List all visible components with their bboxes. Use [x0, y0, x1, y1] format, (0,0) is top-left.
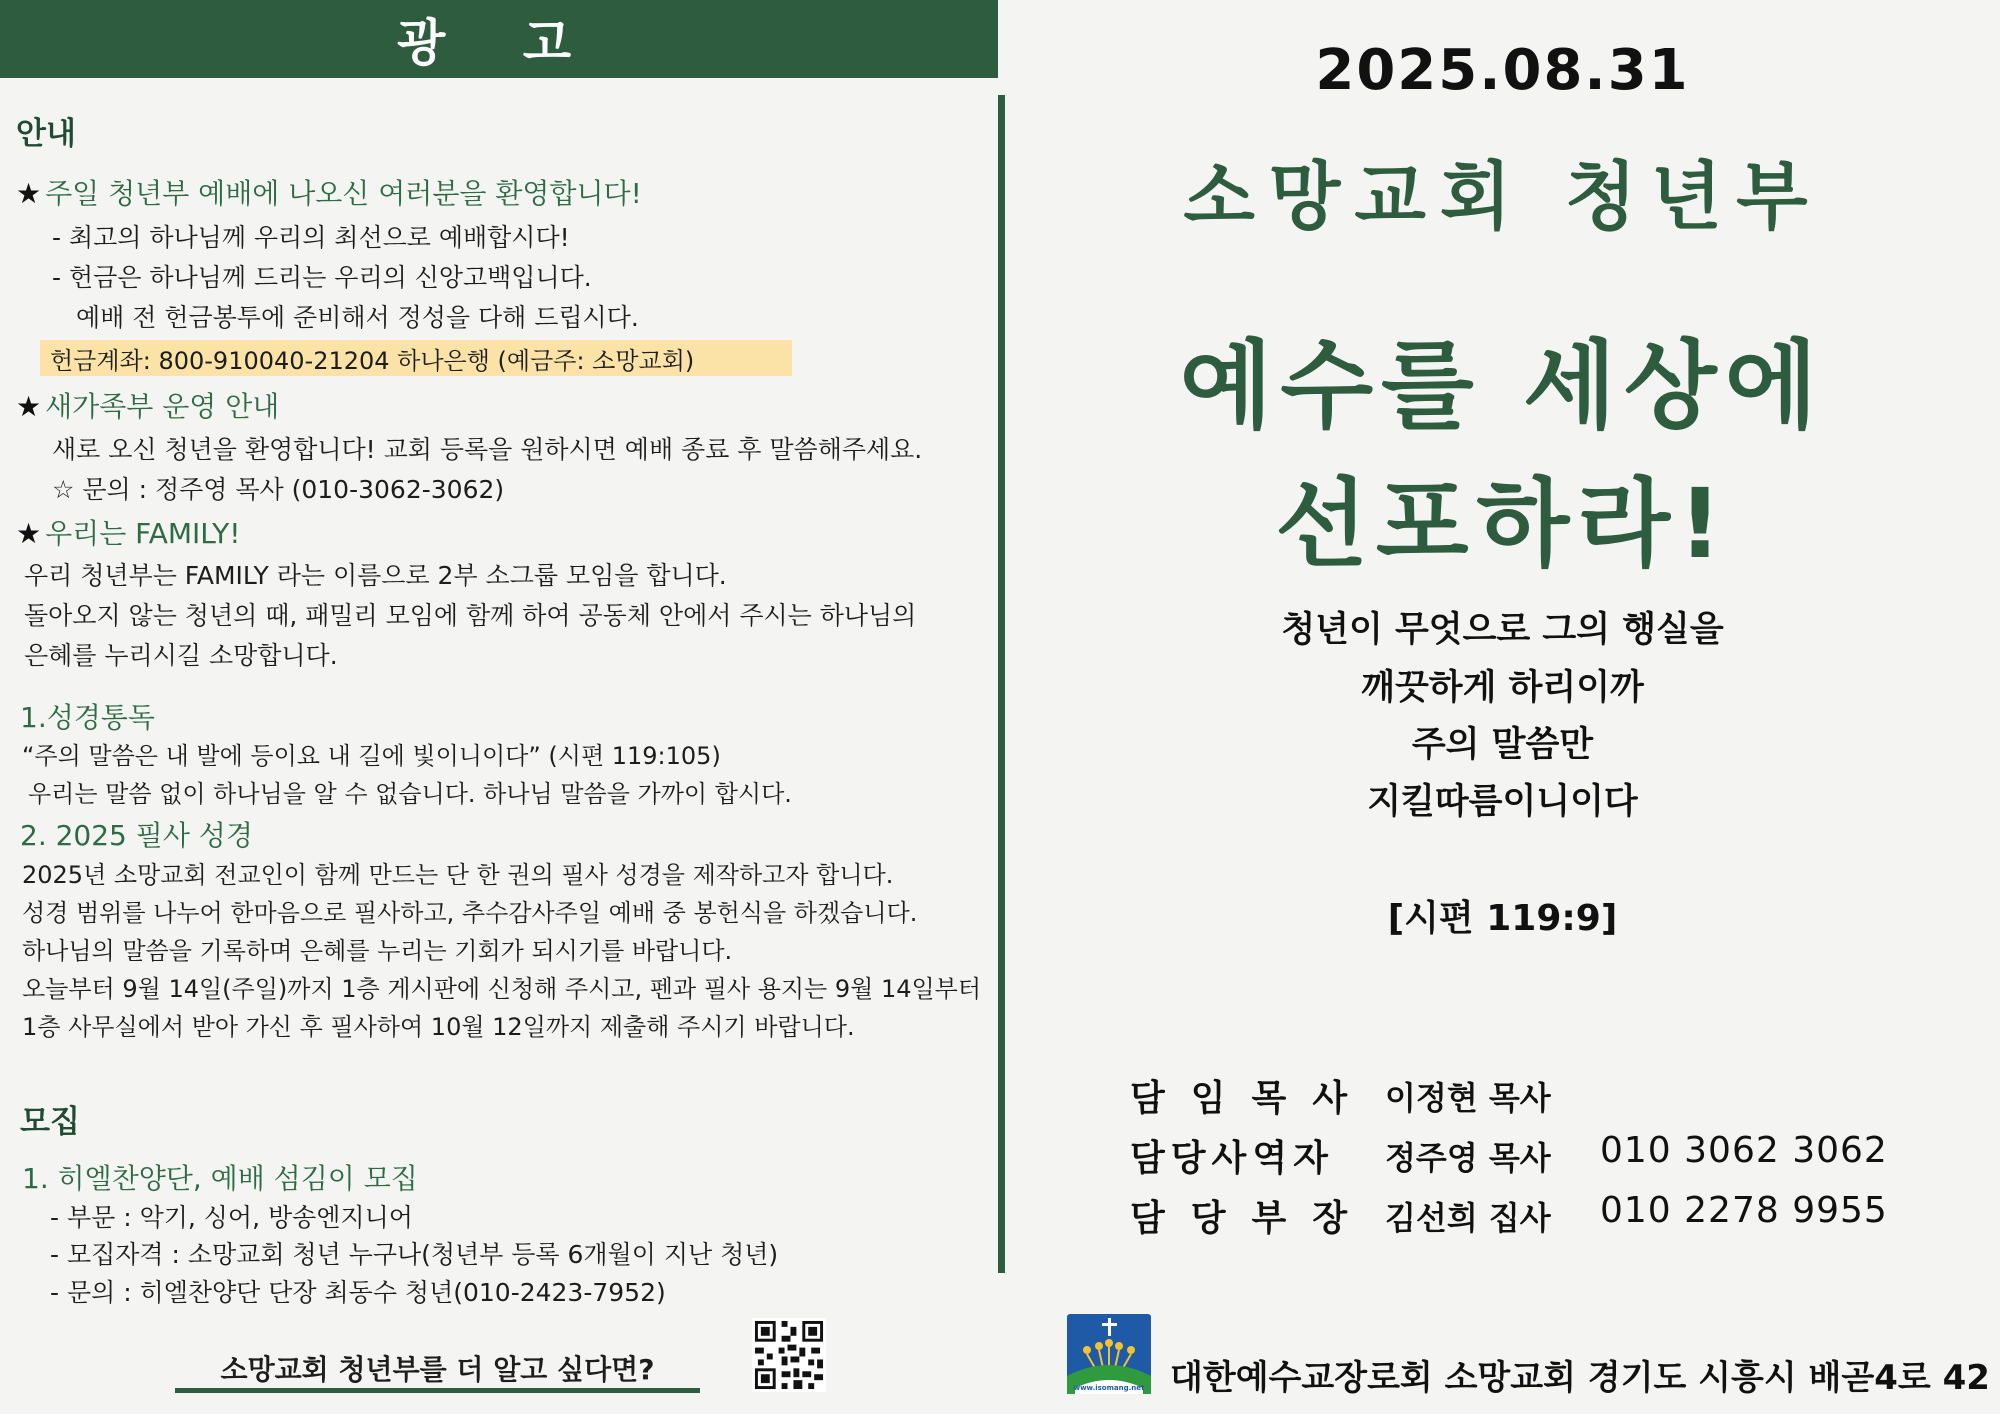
- staff-phone-department-head: 010 2278 9955: [1600, 1190, 1888, 1231]
- star-icon: ★: [16, 177, 42, 210]
- panel-divider: [998, 95, 1005, 1273]
- notice-item-family-title: 우리는 FAMILY!: [45, 517, 241, 550]
- qr-caption-underline: [175, 1388, 700, 1393]
- verse-line: 주의 말씀만: [1411, 725, 1594, 765]
- staff-name-senior-pastor: 이정현 목사: [1385, 1079, 1551, 1117]
- notice-item-welcome-head: [16, 172, 642, 212]
- staff-name-department-head: 김선희 집사: [1385, 1199, 1551, 1237]
- church-logo-icon: [1067, 1314, 1151, 1394]
- church-department-title: 소망교회 청년부: [1183, 154, 1822, 240]
- bible-reading-line: 우리는 말씀 없이 하나님을 알 수 없습니다. 하나님 말씀을 가까이 합시다.: [28, 780, 792, 808]
- verse-reference: [시편 119:9]: [1387, 898, 1618, 939]
- notice-line: 예배 전 헌금봉투에 준비해서 정성을 다해 드립시다.: [76, 303, 639, 332]
- verse-line: 청년이 무엇으로 그의 행실을: [1281, 610, 1724, 650]
- transcription-line: 2025년 소망교회 전교인이 함께 만드는 단 한 권의 필사 성경을 제작하고자 합니다.: [22, 861, 894, 889]
- verse-line: 깨끗하게 하리이까: [1361, 668, 1644, 708]
- recruit-line: - 문의 : 히엘찬양단 단장 최동수 청년(010-2423-7952): [50, 1278, 666, 1307]
- notice-line: 돌아오지 않는 청년의 때, 패밀리 모임에 함께 하여 공동체 안에서 주시는 하나님의: [24, 601, 917, 630]
- offering-account-text: 헌금계좌: 800-910040-21204 하나은행 (예금주: 소망교회): [50, 347, 695, 375]
- transcription-line: 성경 범위를 나누어 한마음으로 필사하고, 추수감사주일 예배 중 봉헌식을 하겠습니다.: [22, 899, 918, 927]
- recruit-head: 1. 히엘찬양단, 예배 섬김이 모집: [22, 1162, 418, 1195]
- star-icon: ★: [16, 390, 42, 423]
- notice-line: 새로 오신 청년을 환영합니다! 교회 등록을 원하시면 예배 종료 후 말씀해주세요.: [52, 435, 923, 464]
- transcription-line: 1층 사무실에서 받아 가신 후 필사하여 10월 12일까지 제출해 주시기 바랍니다.: [22, 1013, 855, 1041]
- transcription-line: 오늘부터 9월 14일(주일)까지 1층 게시판에 신청해 주시고, 펜과 필사 용지는 9월 14일부터: [22, 975, 982, 1003]
- notice-item-newfamily-head: [16, 385, 279, 425]
- transcription-line: 하나님의 말씀을 기록하며 은혜를 누리는 기회가 되시기를 바랍니다.: [22, 937, 733, 965]
- staff-name-minister: 정주영 목사: [1385, 1139, 1551, 1177]
- recruit-line: - 모집자격 : 소망교회 청년 누구나(청년부 등록 6개월이 지난 청년): [50, 1240, 779, 1269]
- ad-header-banner: [0, 0, 998, 78]
- notice-line: 은혜를 누리시길 소망합니다.: [24, 641, 338, 670]
- notice-line: - 최고의 하나님께 우리의 최선으로 예배합시다!: [52, 223, 570, 252]
- notice-item-newfamily-title: 새가족부 운영 안내: [45, 390, 280, 423]
- theme-line: 예수를 세상에: [1179, 330, 1826, 442]
- bible-reading-head: 1.성경통독: [20, 701, 155, 734]
- transcription-head: 2. 2025 필사 성경: [20, 819, 253, 852]
- verse-line: 지킬따름이니이다: [1367, 782, 1638, 822]
- notice-line: 우리 청년부는 FAMILY 라는 이름으로 2부 소그룹 모임을 합니다.: [24, 561, 727, 590]
- theme-line: 선포하라!: [1275, 468, 1730, 580]
- notice-item-family-head: [16, 512, 240, 552]
- staff-phone-minister: 010 3062 3062: [1600, 1130, 1888, 1171]
- staff-role-senior-pastor: 담임목사: [1130, 1078, 1374, 1119]
- star-icon: ★: [16, 517, 42, 550]
- ad-header-title: 광 고: [396, 14, 601, 72]
- staff-role-department-head: 담당부장: [1130, 1198, 1374, 1239]
- notice-line: - 헌금은 하나님께 드리는 우리의 신앙고백입니다.: [52, 263, 592, 292]
- qr-caption: 소망교회 청년부를 더 알고 싶다면?: [220, 1353, 655, 1386]
- notice-line: ☆ 문의 : 정주영 목사 (010-3062-3062): [52, 475, 505, 504]
- recruit-line: - 부문 : 악기, 싱어, 방송엔지니어: [50, 1203, 413, 1232]
- notice-item-welcome-title: 주일 청년부 예배에 나오신 여러분을 환영합니다!: [45, 177, 642, 210]
- bulletin-date: 2025.08.31: [1315, 38, 1690, 103]
- logo-url-text: www.isomang.net: [1073, 1384, 1145, 1392]
- qr-code-icon[interactable]: [752, 1318, 826, 1392]
- bible-reading-line: “주의 말씀은 내 발에 등이요 내 길에 빛이니이다” (시편 119:105): [22, 742, 721, 770]
- recruit-section-title: 모집: [20, 1104, 80, 1140]
- notice-section-title: 안내: [16, 116, 76, 152]
- church-address-footer: 대한예수교장로회 소망교회 경기도 시흥시 배곧4로 42: [1170, 1358, 1990, 1398]
- staff-role-minister: 담당사역자: [1130, 1138, 1334, 1179]
